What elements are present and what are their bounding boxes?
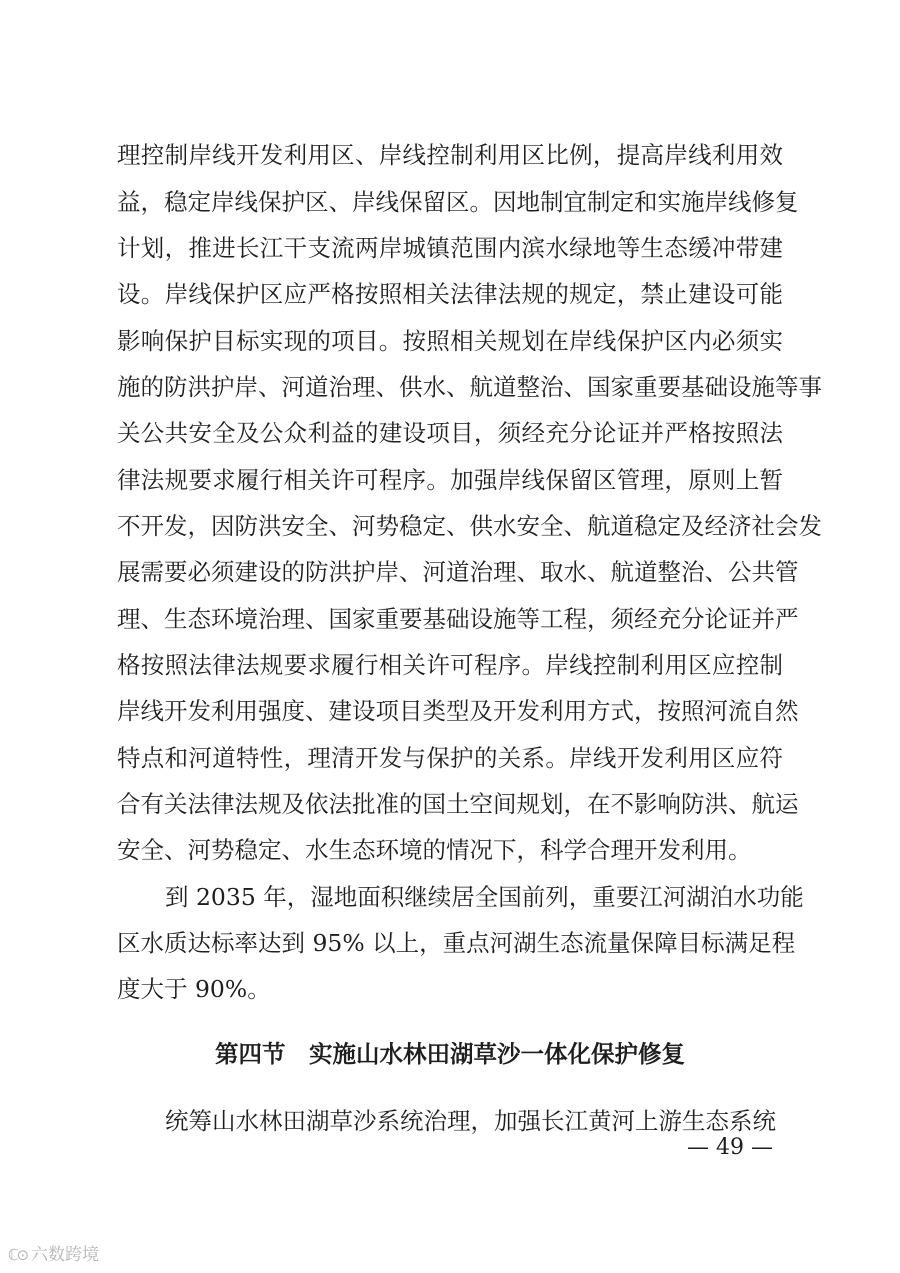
paragraph-line: 关公共安全及公众利益的建设项目，须经充分论证并严格按照法 xyxy=(117,419,783,447)
paragraph-line: 影响保护目标实现的项目。按照相关规划在岸线保护区内必须实 xyxy=(117,327,783,355)
paragraph-line: 格按照法律法规要求履行相关许可程序。岸线控制利用区应控制 xyxy=(117,651,783,679)
paragraph-line: 度大于 90%。 xyxy=(117,975,271,1003)
page-number: — 49 — xyxy=(687,1135,773,1160)
section-heading: 第四节 实施山水林田湖草沙一体化保护修复 xyxy=(215,1040,685,1068)
watermark xyxy=(8,1240,99,1265)
paragraph-line: 不开发，因防洪安全、河势稳定、供水安全、航道稳定及经济社会发 xyxy=(117,512,822,540)
paragraph-line: 统筹山水林田湖草沙系统治理，加强长江黄河上游生态系统 xyxy=(165,1107,776,1135)
paragraph-line: 岸线开发利用强度、建设项目类型及开发利用方式，按照河流自然 xyxy=(117,697,799,725)
paragraph-line: 到 2035 年，湿地面积继续居全国前列，重要江河湖泊水功能 xyxy=(165,883,804,911)
paragraph-line: 律法规要求履行相关许可程序。加强岸线保留区管理，原则上暂 xyxy=(117,466,783,494)
paragraph-line: 区水质达标率达到 95% 以上，重点河湖生态流量保障目标满足程 xyxy=(117,929,796,957)
paragraph-line: 计划，推进长江干支流两岸城镇范围内滨水绿地等生态缓冲带建 xyxy=(117,234,783,262)
paragraph-line: 益，稳定岸线保护区、岸线保留区。因地制宜制定和实施岸线修复 xyxy=(117,188,799,216)
paragraph-line: 安全、河势稳定、水生态环境的情况下，科学合理开发利用。 xyxy=(117,836,752,864)
paragraph-line: 设。岸线保护区应严格按照相关法律法规的规定，禁止建设可能 xyxy=(117,280,783,308)
paragraph-line: 展需要必须建设的防洪护岸、河道治理、取水、航道整治、公共管 xyxy=(117,558,799,586)
watermark-text: 六数跨境 xyxy=(31,1245,100,1265)
paragraph-line: 施的防洪护岸、河道治理、供水、航道整治、国家重要基础设施等事 xyxy=(117,373,822,401)
paragraph-line: 理、生态环境治理、国家重要基础设施等工程，须经充分论证并严 xyxy=(117,605,799,633)
paragraph-line: 合有关法律法规及依法批准的国土空间规划，在不影响防洪、航运 xyxy=(117,790,799,818)
paragraph-line: 理控制岸线开发利用区、岸线控制利用区比例，提高岸线利用效 xyxy=(117,141,783,169)
watermark-logo-icon: ℂ⊙ xyxy=(8,1246,28,1264)
paragraph-line: 特点和河道特性，理清开发与保护的关系。岸线开发利用区应符 xyxy=(117,744,783,772)
